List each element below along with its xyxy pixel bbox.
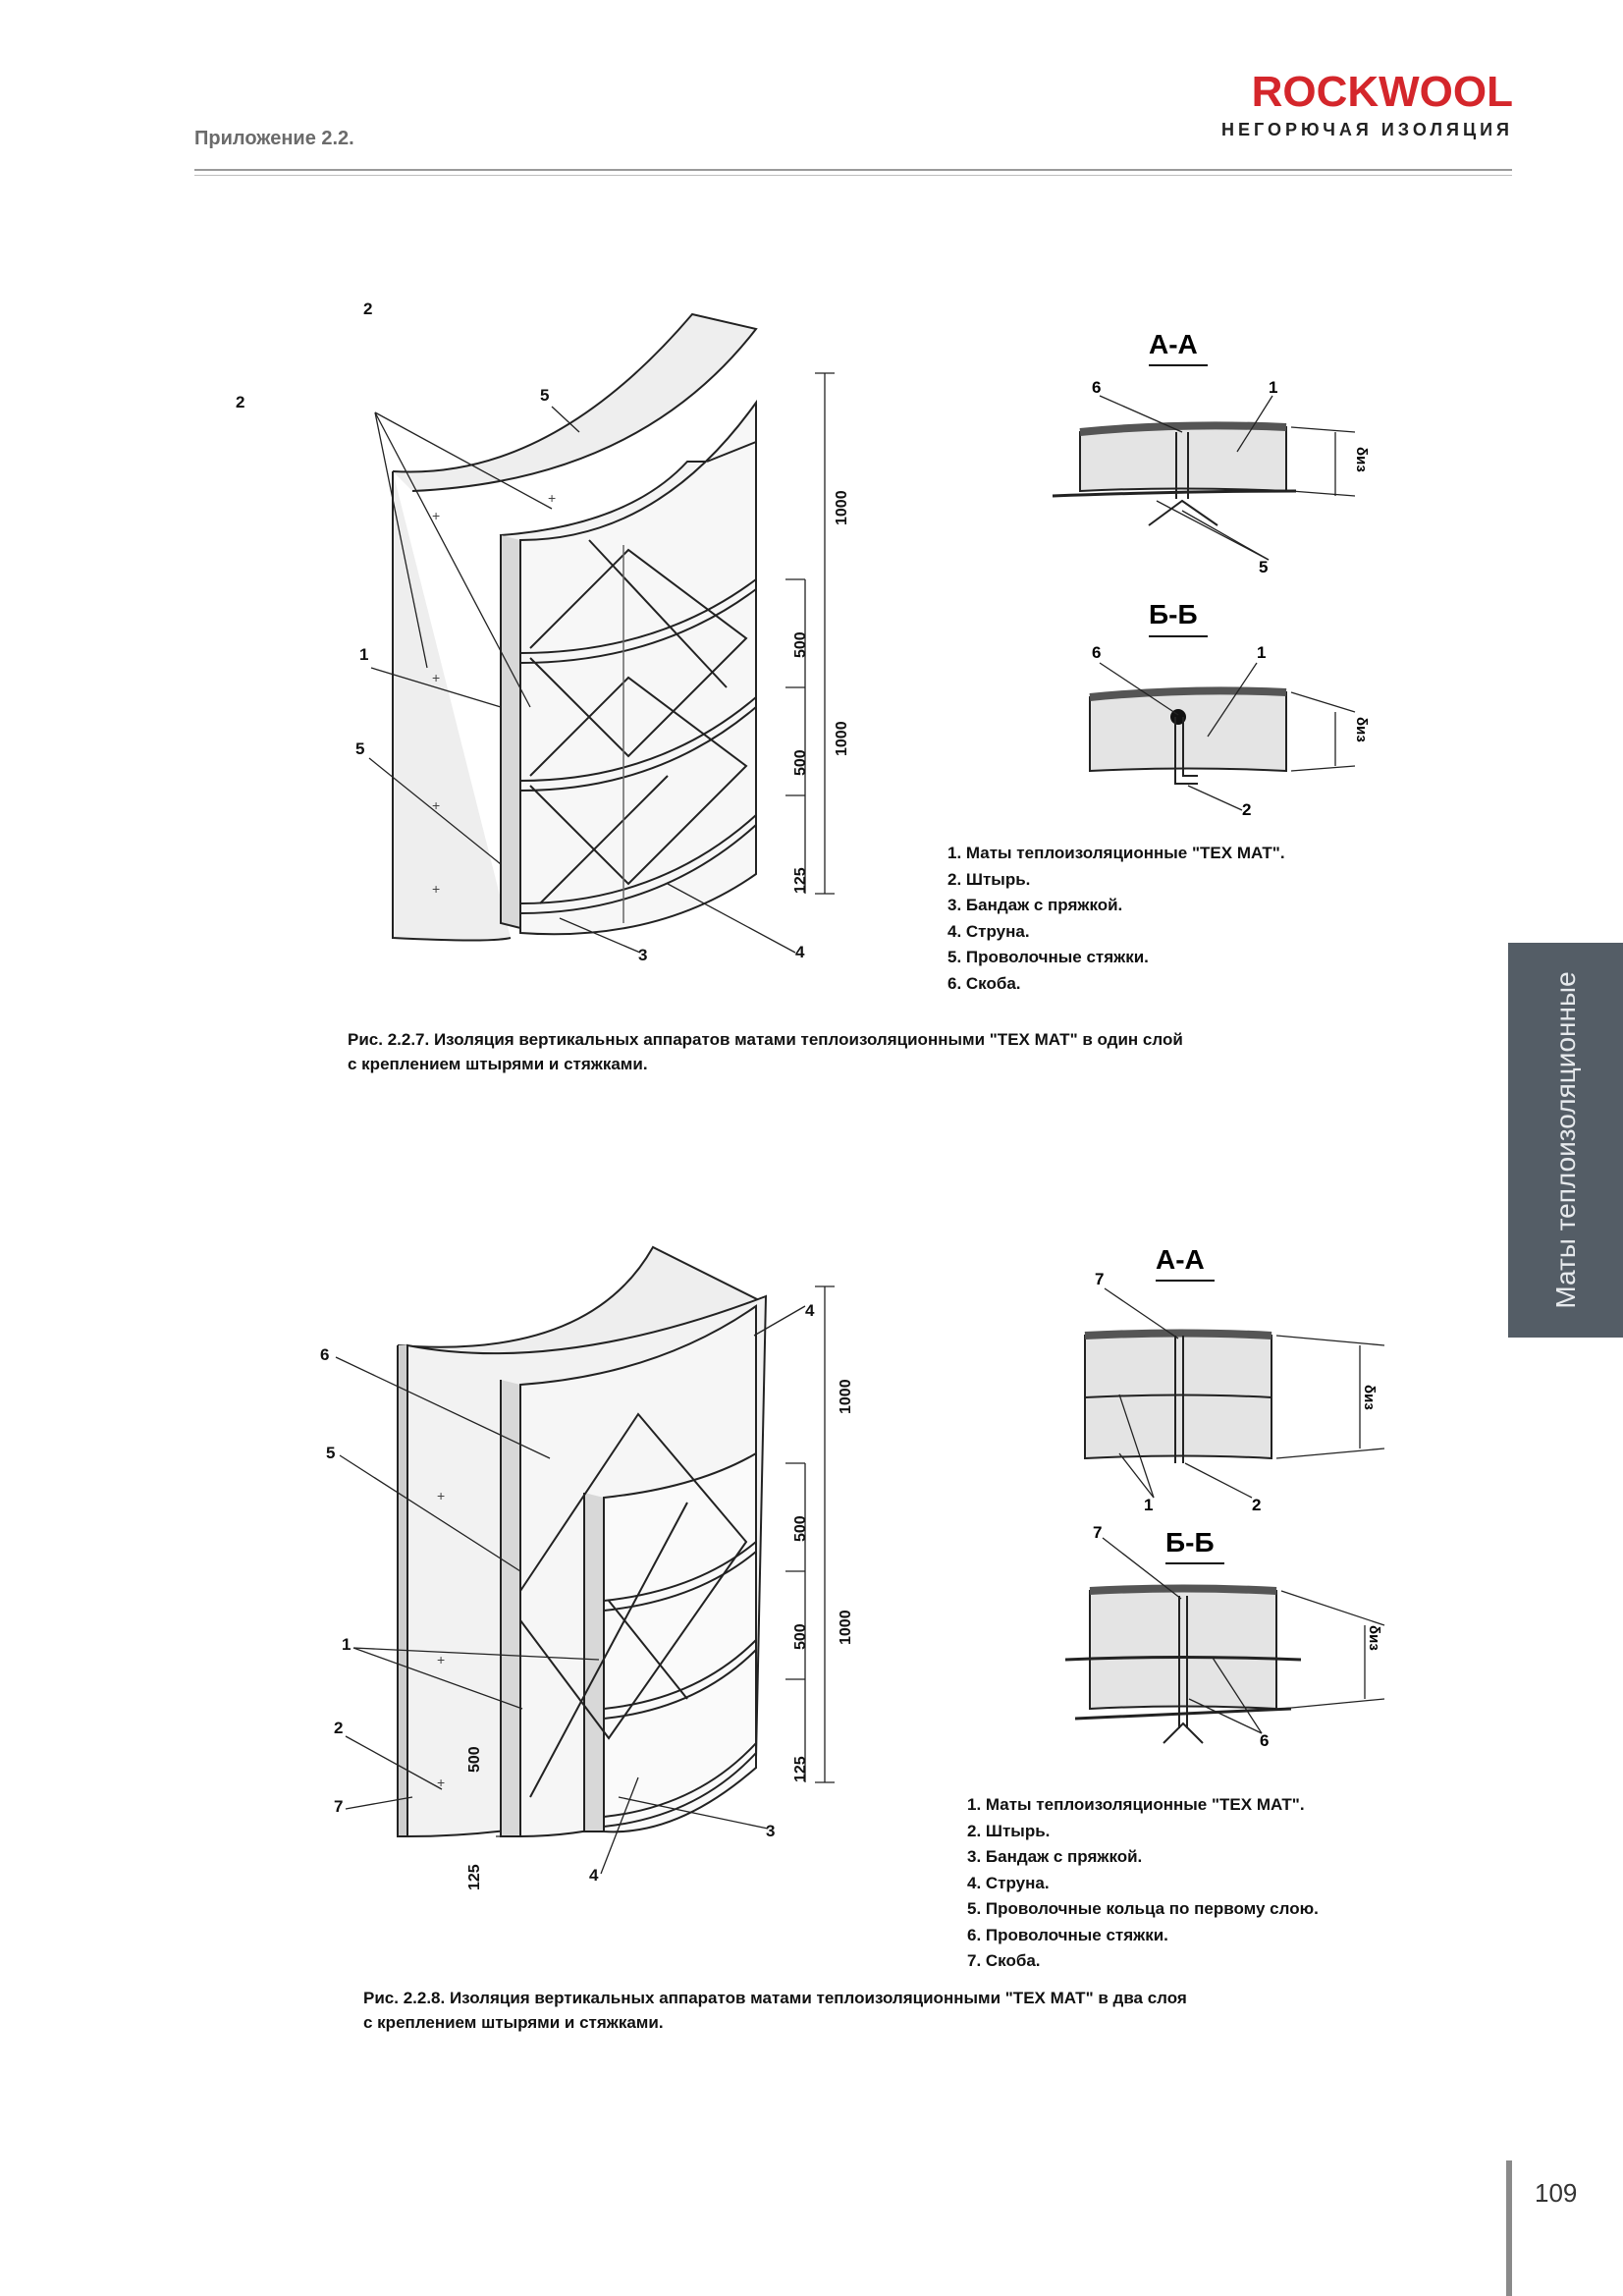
svg-text:+: + [548,490,557,506]
page-number-bar [1506,2160,1512,2296]
svg-text:500: 500 [792,749,809,776]
svg-text:1: 1 [1269,378,1278,397]
logo-wordmark: ROCKWOOL [1251,68,1513,116]
svg-text:1000: 1000 [838,1610,854,1645]
fig1-legend-item: 5. Проволочные стяжки. [947,948,1149,966]
svg-text:δиз: δиз [1366,1625,1382,1651]
svg-text:500: 500 [792,1515,809,1542]
svg-text:1000: 1000 [838,1379,854,1414]
svg-text:5: 5 [540,386,550,405]
section-side-tab [1508,943,1623,1338]
svg-text:6: 6 [1260,1731,1270,1750]
svg-text:500: 500 [466,1746,483,1773]
svg-text:6: 6 [1092,643,1102,662]
fig2-section-aa: А-А [1156,1244,1205,1275]
svg-text:+: + [432,508,441,523]
svg-text:125: 125 [466,1864,483,1890]
fig1-section-aa: А-А [1149,329,1198,359]
appendix-label: Приложение 2.2. [194,128,354,149]
svg-text:500: 500 [792,631,809,658]
svg-text:125: 125 [792,1756,809,1782]
svg-text:5: 5 [1259,558,1269,576]
rockwool-logo [1209,68,1513,140]
svg-text:6: 6 [320,1345,330,1364]
fig1-legend-item: 6. Скоба. [947,973,1021,993]
svg-text:+: + [437,1488,446,1503]
svg-text:δиз: δиз [1361,1385,1378,1410]
fig1-vessel-drawing [236,300,884,982]
fig2-legend [967,1792,1319,1975]
svg-text:1: 1 [342,1635,352,1654]
fig2-caption-line: Рис. 2.2.8. Изоляция вертикальных аппаратов матами теплоизоляционными "ТЕХ МАТ" в два слоя [363,1989,1187,2007]
fig2-legend-item: 7. Скоба. [967,1951,1041,1970]
svg-text:6: 6 [1092,378,1102,397]
svg-text:δиз: δиз [1353,447,1370,472]
svg-text:1000: 1000 [834,721,850,756]
svg-text:5: 5 [326,1444,336,1462]
svg-text:+: + [437,1652,446,1667]
svg-text:2: 2 [363,300,373,318]
fig1-legend [947,841,1285,997]
fig1-sections [1041,324,1375,835]
page-number: 109 [1535,2178,1578,2208]
svg-text:4: 4 [805,1301,815,1320]
fig2-legend-item: 4. Струна. [967,1873,1050,1892]
fig2-caption [363,1986,1306,2035]
fig2-caption-line: с креплением штырями и стяжками. [363,2013,664,2032]
fig2-legend-item: 3. Бандаж с пряжкой. [967,1847,1143,1866]
header-rule [194,169,1512,171]
fig1-caption [348,1027,1290,1076]
svg-text:+: + [437,1775,446,1790]
fig1-legend-item: 3. Бандаж с пряжкой. [947,896,1123,914]
svg-text:4: 4 [589,1866,599,1885]
logo-tagline: НЕГОРЮЧАЯ ИЗОЛЯЦИЯ [1220,120,1513,139]
fig1-callout-2: 2 [236,393,245,411]
svg-text:7: 7 [1095,1270,1105,1288]
fig1-dim-1000a: 1000 [834,490,850,525]
svg-text:5: 5 [355,739,365,758]
fig2-vessel-drawing [314,1247,864,1905]
fig2-legend-item: 2. Штырь. [967,1821,1051,1840]
svg-text:1: 1 [1144,1496,1154,1514]
fig2-legend-item: 1. Маты теплоизоляционные "ТЕХ МАТ". [967,1795,1305,1814]
fig1-legend-item: 1. Маты теплоизоляционные "ТЕХ МАТ". [947,844,1285,862]
header-rule-thin [194,175,1512,176]
svg-text:+: + [432,881,441,897]
svg-text:2: 2 [334,1719,344,1737]
svg-text:125: 125 [792,867,809,894]
fig1-legend-item: 2. Штырь. [947,869,1031,889]
svg-text:7: 7 [334,1797,344,1816]
fig1-section-bb: Б-Б [1149,599,1198,629]
svg-text:3: 3 [766,1822,776,1840]
svg-text:1: 1 [1257,643,1267,662]
svg-text:1: 1 [359,645,369,664]
svg-text:+: + [432,670,441,685]
svg-text:4: 4 [795,943,805,961]
fig1-caption-line: с креплением штырями и стяжками. [348,1055,648,1073]
svg-text:+: + [432,797,441,813]
fig1-caption-line: Рис. 2.2.7. Изоляция вертикальных аппаратов матами теплоизоляционными "ТЕХ МАТ" в один слой [348,1030,1183,1049]
svg-text:3: 3 [638,946,648,964]
svg-text:500: 500 [792,1623,809,1650]
fig2-section-bb: Б-Б [1165,1527,1215,1558]
svg-text:7: 7 [1093,1523,1103,1542]
fig2-legend-item: 6. Проволочные стяжки. [967,1925,1168,1944]
svg-text:δиз: δиз [1353,717,1370,742]
fig2-sections [1065,1237,1399,1750]
fig1-legend-item: 4. Струна. [947,921,1030,941]
svg-text:2: 2 [1252,1496,1262,1514]
side-tab-label: Маты теплоизоляционные [1549,971,1581,1309]
svg-text:2: 2 [1242,800,1252,819]
fig2-legend-item: 5. Проволочные кольца по первому слою. [967,1899,1319,1918]
